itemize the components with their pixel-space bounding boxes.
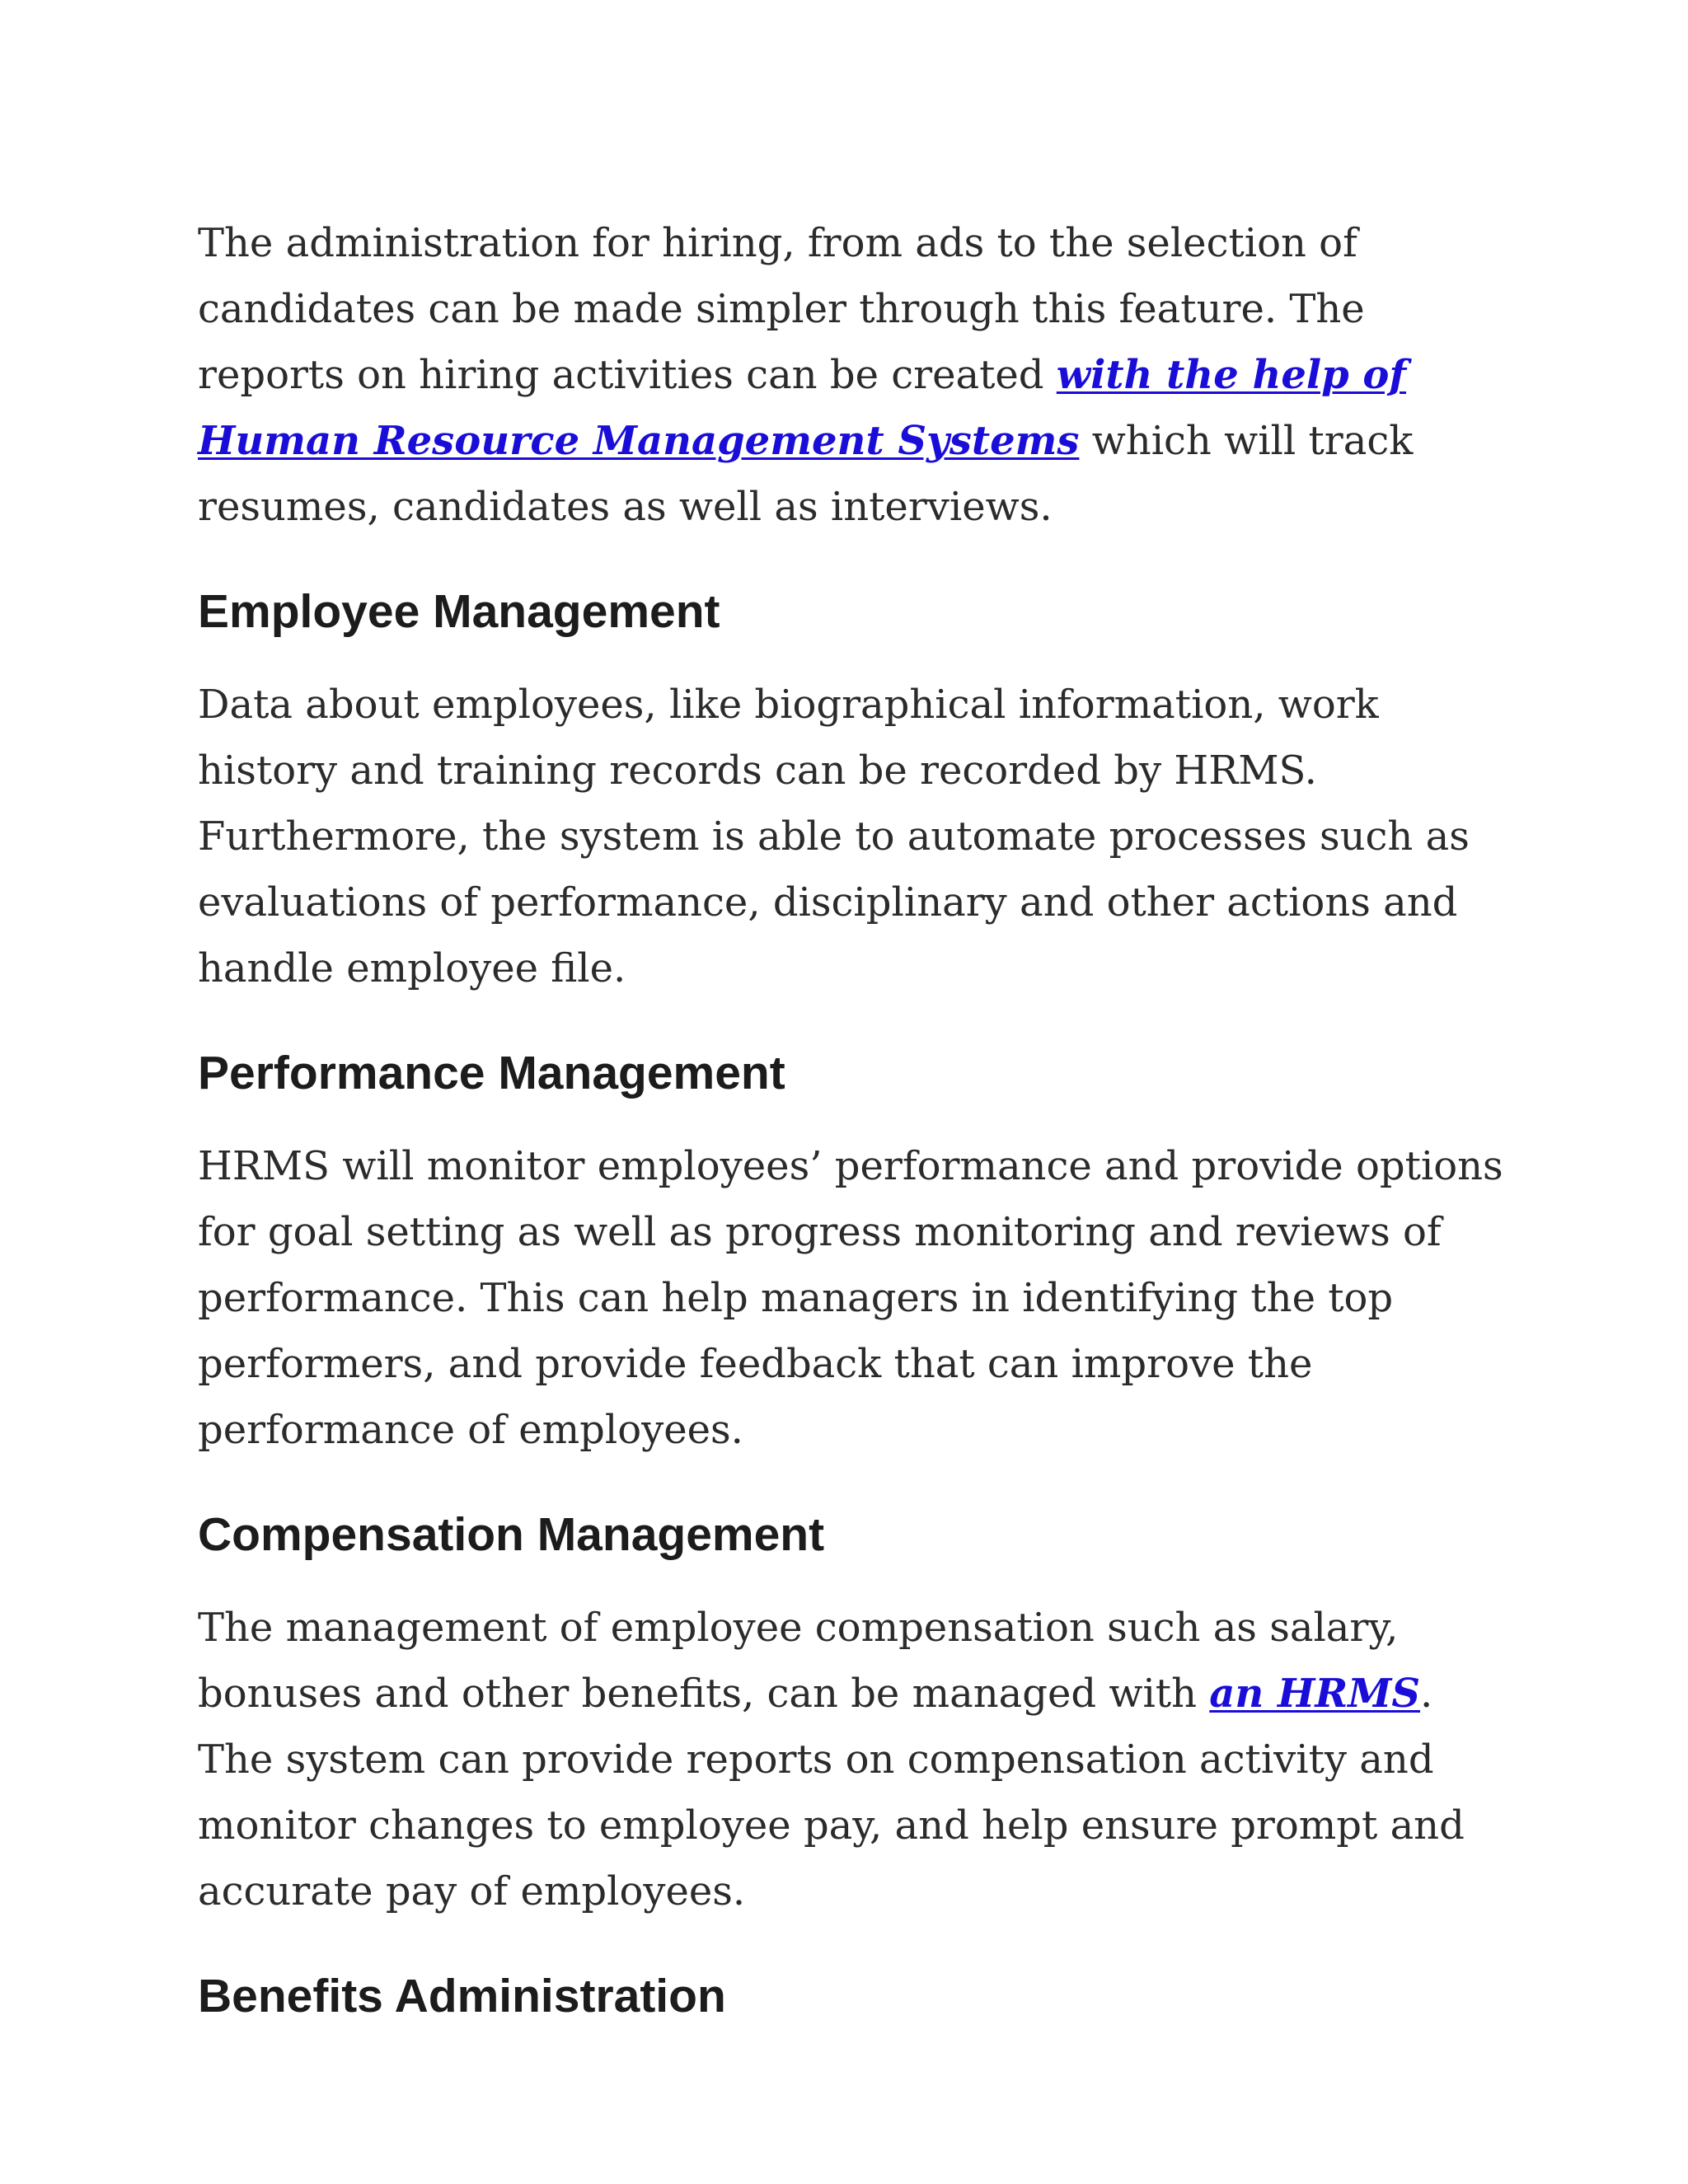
hiring-text-before: The administration for hiring, from ads to the selection of candidates can be made simpler through this feature. The reports on hiring activities can be created	[198, 220, 1365, 398]
performance-management-paragraph: HRMS will monitor employees’ performance and provide options for goal setting as well as progress monitoring and reviews of performance. This can help managers in identifying the top performers, and provide feedback that can improve the performance of employees.	[198, 1143, 1503, 1453]
benefits-administration-heading: Benefits Administration	[198, 1970, 726, 2022]
hrms-link[interactable]: with the help of Human Resource Management Systems	[198, 352, 1407, 464]
an-hrms-link[interactable]: an HRMS	[1209, 1671, 1421, 1717]
employee-management-paragraph: Data about employees, like biographical information, work history and training records can be recorded by HRMS. Furthermore, the system is able to automate processes such as evaluations of performance, disciplinary and other actions and handle employee file.	[198, 682, 1470, 991]
compensation-text-before: The management of employee compensation such as salary, bonuses and other benefits, can be managed with	[198, 1605, 1399, 1717]
article-body	[198, 210, 1517, 2025]
performance-management-heading: Performance Management	[198, 1047, 785, 1099]
hiring-text-after: which will track resumes, candidates as well as interviews.	[198, 418, 1414, 530]
compensation-paragraph	[198, 1595, 1517, 1924]
compensation-management-heading: Compensation Management	[198, 1508, 825, 1561]
hiring-paragraph	[198, 210, 1517, 540]
compensation-text-after: . The system can provide reports on compensation activity and monitor changes to employee pay, and help ensure prompt and accurate pay of employees.	[198, 1671, 1465, 1915]
employee-management-heading: Employee Management	[198, 585, 720, 638]
